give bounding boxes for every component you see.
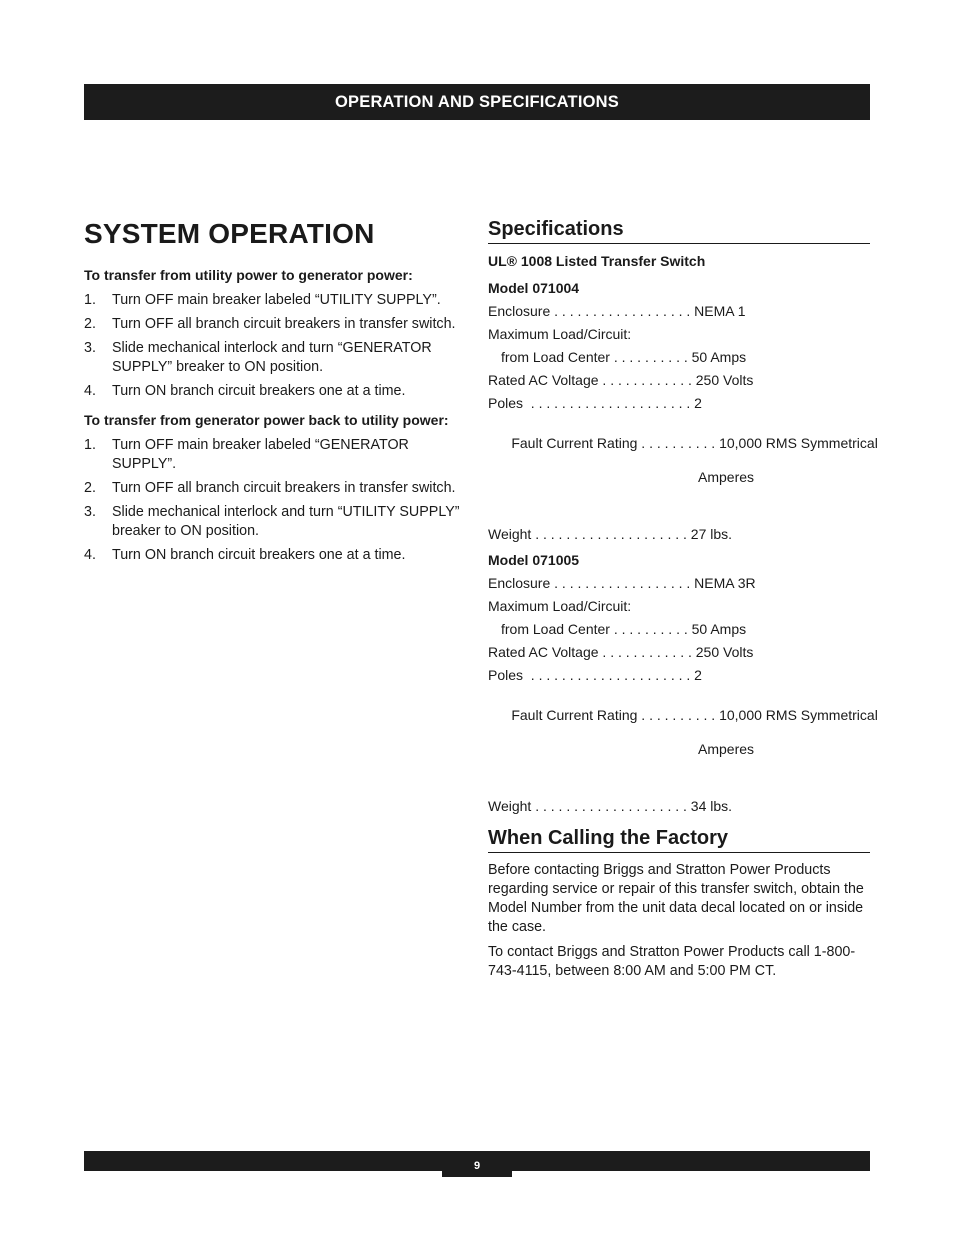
spec-fault-current-unit: Amperes (698, 469, 755, 485)
spec-from-load-center: from Load Center . . . . . . . . . . 50 Amps (501, 349, 747, 365)
model-spec-block (488, 551, 878, 815)
steps-to-utility (84, 436, 464, 565)
listing-label: UL® 1008 Listed Transfer Switch (488, 253, 706, 269)
step-text: Turn ON branch circuit breakers one at a time. (112, 383, 406, 399)
step-item (84, 339, 464, 377)
model-name: Model 071005 (488, 552, 580, 568)
step-item (84, 546, 464, 565)
step-item (84, 479, 464, 498)
spec-rated-voltage: Rated AC Voltage . . . . . . . . . . . . 250 Volts (488, 644, 754, 660)
step-number: 1. (84, 292, 96, 308)
step-item (84, 503, 464, 541)
factory-heading: When Calling the Factory (488, 827, 870, 853)
spec-fault-current (488, 690, 878, 792)
step-number: 4. (84, 547, 96, 563)
system-operation-column (84, 214, 464, 575)
spec-from-load-center: from Load Center . . . . . . . . . . 50 Amps (501, 621, 747, 637)
section-header-title: OPERATION AND SPECIFICATIONS (335, 92, 619, 111)
spec-weight: Weight . . . . . . . . . . . . . . . . . . . . 34 lbs. (488, 798, 733, 814)
spec-fault-current-value: Fault Current Rating . . . . . . . . . . 10,000 RMS Symmetrical (511, 435, 878, 451)
procedure-heading-to-utility: To transfer from generator power back to utility power: (84, 412, 449, 428)
spec-max-load: Maximum Load/Circuit: (488, 598, 632, 614)
procedure-heading-to-generator: To transfer from utility power to generator power: (84, 267, 413, 283)
model-name: Model 071004 (488, 280, 580, 296)
step-text: Turn OFF all branch circuit breakers in transfer switch. (112, 316, 456, 332)
spec-max-load: Maximum Load/Circuit: (488, 326, 632, 342)
step-item (84, 291, 464, 310)
step-text: Turn OFF main breaker labeled “GENERATOR SUPPLY”. (112, 437, 409, 472)
page-number: 9 (473, 1160, 481, 1172)
spec-fault-current (488, 418, 878, 520)
step-item (84, 315, 464, 334)
spec-poles: Poles . . . . . . . . . . . . . . . . . . . . . 2 (488, 395, 702, 411)
spec-enclosure: Enclosure . . . . . . . . . . . . . . . . . . NEMA 3R (488, 575, 756, 591)
specifications-heading: Specifications (488, 218, 870, 244)
page-title: SYSTEM OPERATION (84, 218, 375, 249)
step-number: 2. (84, 316, 96, 332)
step-text: Turn OFF all branch circuit breakers in transfer switch. (112, 480, 456, 496)
factory-paragraph-1: Before contacting Briggs and Stratton Power Products regarding service or repair of this transfer switch, obtain the Model Number from the unit data decal located on or inside the case. (488, 862, 864, 935)
step-item (84, 382, 464, 401)
spec-fault-current-unit: Amperes (698, 741, 755, 757)
factory-paragraph-2: To contact Briggs and Stratton Power Products call 1-800-743-4115, between 8:00 AM and 5:00 PM CT. (488, 944, 856, 979)
spec-rated-voltage: Rated AC Voltage . . . . . . . . . . . . 250 Volts (488, 372, 754, 388)
step-text: Turn OFF main breaker labeled “UTILITY SUPPLY”. (112, 292, 441, 308)
spec-enclosure: Enclosure . . . . . . . . . . . . . . . . . . NEMA 1 (488, 303, 746, 319)
step-text: Slide mechanical interlock and turn “UTILITY SUPPLY” breaker to ON position. (112, 504, 460, 539)
step-text: Turn ON branch circuit breakers one at a time. (112, 547, 406, 563)
page-number-tab (442, 1155, 512, 1177)
section-header-bar (84, 84, 870, 120)
step-number: 3. (84, 504, 96, 520)
step-item (84, 436, 464, 474)
step-number: 3. (84, 340, 96, 356)
spec-poles: Poles . . . . . . . . . . . . . . . . . . . . . 2 (488, 667, 702, 683)
step-text: Slide mechanical interlock and turn “GENERATOR SUPPLY” breaker to ON position. (112, 340, 432, 375)
steps-to-generator (84, 291, 464, 401)
specifications-column (488, 218, 878, 987)
model-spec-block (488, 279, 878, 543)
step-number: 2. (84, 480, 96, 496)
spec-fault-current-value: Fault Current Rating . . . . . . . . . . 10,000 RMS Symmetrical (511, 707, 878, 723)
step-number: 4. (84, 383, 96, 399)
spec-weight: Weight . . . . . . . . . . . . . . . . . . . . 27 lbs. (488, 526, 733, 542)
step-number: 1. (84, 437, 96, 453)
